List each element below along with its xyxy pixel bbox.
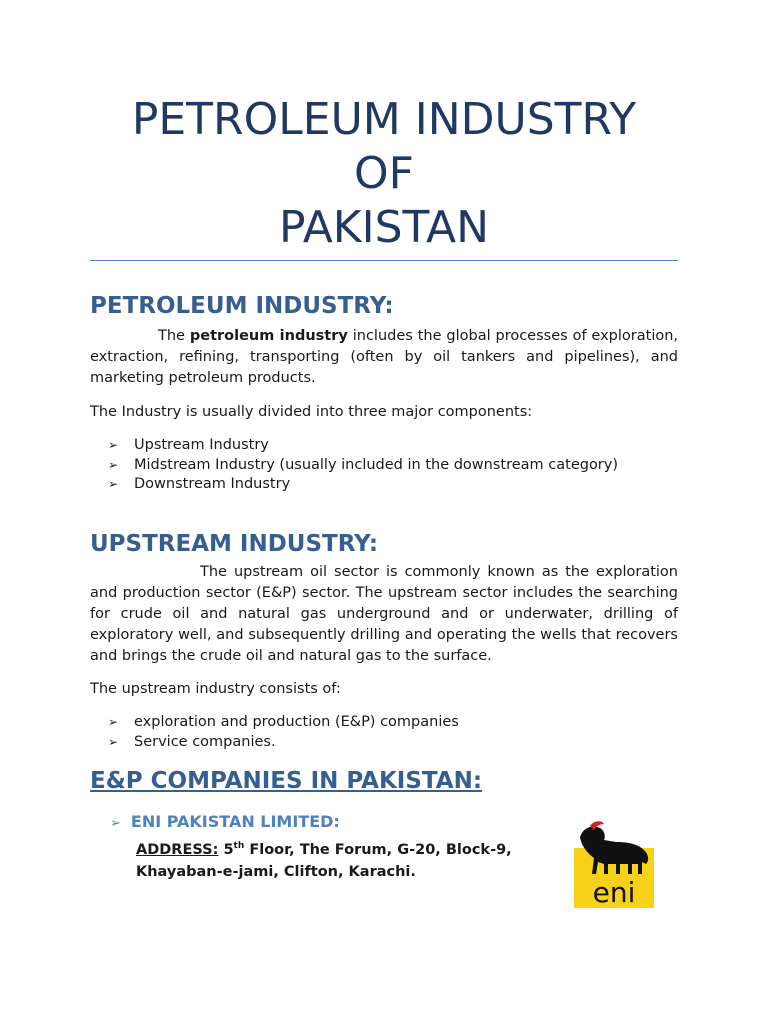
ep-companies-heading: E&P COMPANIES IN PAKISTAN: xyxy=(90,768,483,794)
list-item-text: Downstream Industry xyxy=(134,476,291,492)
list-item xyxy=(108,436,618,456)
address-line-1: Floor, The Forum, G-20, Block-9, xyxy=(244,841,512,858)
company-heading xyxy=(110,812,340,834)
upstream-paragraph: The upstream oil sector is commonly known as the exploration and production sector (E&P) sector. The upstream sector includes the searching for crude oil and natural gas underground and or underwater, drilling of exploratory well, and subsequently drilling and operating the wells that recovers and brings the crude oil and natural gas to the surface. xyxy=(90,564,678,664)
list-item xyxy=(108,475,618,495)
company-address xyxy=(136,835,512,883)
eni-logo-text: eni xyxy=(592,876,636,909)
list-item xyxy=(108,713,459,733)
para-bold-term: petroleum industry xyxy=(189,328,348,344)
address-floor-number: 5 xyxy=(218,841,234,858)
list-item-text: Upstream Industry xyxy=(134,437,269,453)
list-item xyxy=(108,456,618,476)
address-label: ADDRESS: xyxy=(136,841,219,858)
arrow-bullet-icon: ➢ xyxy=(108,438,119,452)
arrow-bullet-icon: ➢ xyxy=(108,734,119,749)
petroleum-industry-heading: PETROLEUM INDUSTRY: xyxy=(90,293,394,319)
document-title xyxy=(90,93,678,255)
upstream-industry-heading: UPSTREAM INDUSTRY: xyxy=(90,531,379,557)
arrow-bullet-icon: ➢ xyxy=(108,477,119,491)
list-item-text: Midstream Industry (usually included in the downstream category) xyxy=(134,456,619,473)
eni-logo xyxy=(572,818,656,910)
arrow-bullet-icon: ➢ xyxy=(108,715,119,729)
title-line-1: PETROLEUM INDUSTRY xyxy=(131,94,637,145)
arrow-bullet-icon: ➢ xyxy=(108,457,119,472)
petroleum-industry-paragraph xyxy=(90,326,678,389)
para-text-pre: The xyxy=(158,328,190,344)
list-item-text: Service companies. xyxy=(134,733,276,750)
upstream-list xyxy=(108,713,459,752)
address-ordinal-suffix: th xyxy=(233,841,245,851)
list-item xyxy=(108,733,459,753)
components-intro: The Industry is usually divided into three major components: xyxy=(90,404,533,420)
upstream-intro: The upstream industry consists of: xyxy=(90,681,341,697)
title-line-3: PAKISTAN xyxy=(278,202,490,253)
title-divider xyxy=(90,260,678,261)
list-item-text: exploration and production (E&P) companies xyxy=(134,714,459,730)
company-name: ENI PAKISTAN LIMITED: xyxy=(130,812,340,831)
components-list xyxy=(108,436,618,495)
title-line-2: OF xyxy=(354,148,414,199)
arrow-bullet-icon: ➢ xyxy=(110,816,121,831)
address-line-2: Khayaban-e-jami, Clifton, Karachi. xyxy=(136,863,416,880)
para-text-post: includes the global processes of exploration, extraction, refining, transporting (often by oil tankers and pipelines), and marketing petroleum products. xyxy=(90,328,679,386)
